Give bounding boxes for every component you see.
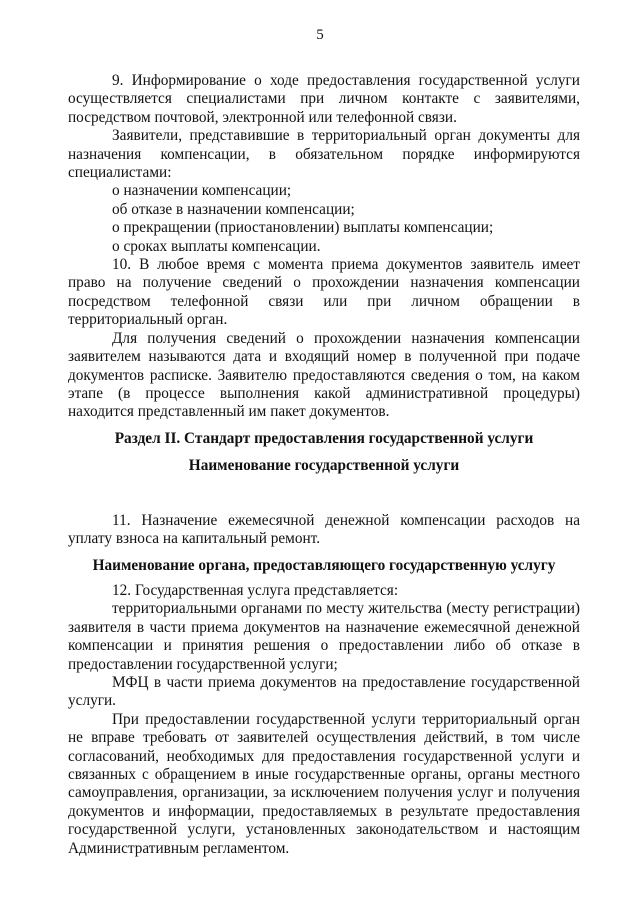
list-item: о назначении компенсации; (112, 182, 292, 200)
paragraph-mfc: МФЦ в части приема документов на предоставление государственной услуги. (68, 674, 580, 710)
paragraph-11: 11. Назначение ежемесячной денежной компенсации расходов на уплату взноса на капитальный ремонт. (68, 512, 580, 548)
paragraph-10: 10. В любое время с момента приема документов заявитель имеет право на получение сведений о прохождении назначения компенсации посредством телефонной связи или при личном обращении в территориальный орган. (68, 256, 580, 329)
paragraph-territorial-bodies: территориальными органами по месту жительства (месту регистрации) заявителя в части приема документов на назначение ежемесячной денежной компенсации и принятия решения о предоставлении либо об отказе в предоставлении государственной услуги; (68, 600, 580, 673)
list-item: об отказе в назначении компенсации; (112, 200, 355, 218)
paragraph-restrictions: При предоставлении государственной услуги территориальный орган не вправе требовать от заявителей осуществления действий, в том числе согласований, необходимых для предоставления государственной услуги и связанных с обращением в иные государственные органы, органы местного самоуправления, организации, за исключением получения услуг и получения документов и информации, предоставляемых в результате предоставления государственной услуги, установленных законодательством и настоящим Административным регламентом. (68, 710, 580, 857)
heading-service-name: Наименование государственной услуги (188, 457, 460, 474)
list-item: о прекращении (приостановлении) выплаты компенсации; (112, 219, 494, 237)
page-number: 5 (316, 27, 324, 43)
paragraph-applicants-informed: Заявители, представившие в территориальный орган документы для назначения компенсации, в обязательном порядке информируются специалистами: (68, 127, 580, 182)
section-heading: Раздел II. Стандарт предоставления государственной услуги (114, 430, 534, 447)
informing-section (68, 72, 580, 422)
service-name-section (68, 512, 580, 549)
paragraph-12: 12. Государственная услуга представляется: (112, 582, 399, 599)
heading-authority: Наименование органа, предоставляющего государственную услугу (92, 557, 556, 574)
paragraph-9: 9. Информирование о ходе предоставления государственной услуги осуществляется специалистами при личном контакте с заявителями, посредством почтовой, электронной или телефонной связи. (68, 72, 580, 126)
list-item: о сроках выплаты компенсации. (112, 237, 321, 255)
paragraph-status-info: Для получения сведений о прохождении назначения компенсации заявителем называются дата и входящий номер в полученной при подаче документов расписке. Заявителю предоставляются сведения о том, на каком этапе (в процессе выполнения какой административной процедуры) находится представленный им пакет документов. (68, 329, 580, 421)
authority-section (68, 582, 580, 858)
